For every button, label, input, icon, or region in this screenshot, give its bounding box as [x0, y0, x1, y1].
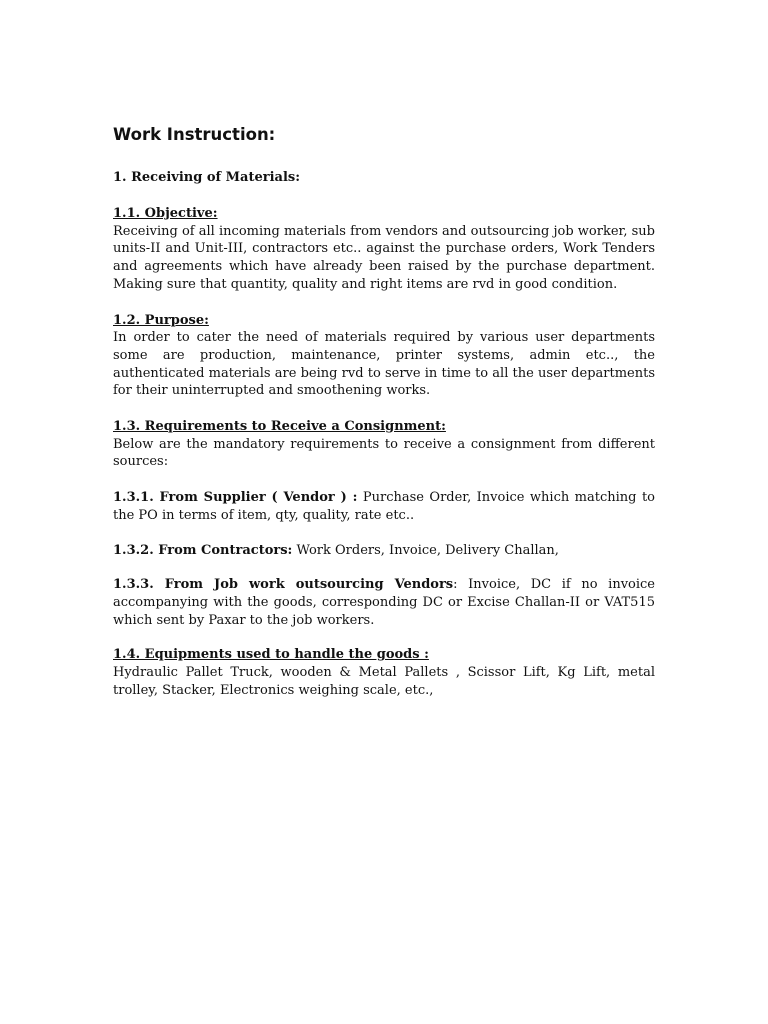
requirement-item-text: : Invoice, DC if no invoice accompanying with the goods, corresponding DC or Excise Challan-II or VAT515 which sent by Paxar to the job workers. [113, 577, 655, 628]
requirement-item-job-work [113, 576, 655, 629]
equipment-text: Hydraulic Pallet Truck, wooden & Metal Pallets , Scissor Lift, Kg Lift, metal trolley, Stacker, Electronics weighing scale, etc., [113, 665, 655, 698]
equipment-section [113, 646, 655, 699]
requirements-section [113, 418, 655, 471]
requirement-item-text: Purchase Order, Invoice which matching to the PO in terms of item, qty, quality, rate etc.. [113, 490, 655, 523]
requirement-item-label: 1.3.2. From Contractors: [113, 542, 293, 558]
requirements-text: Below are the mandatory requirements to receive a consignment from different sources: [113, 436, 655, 470]
requirements-heading: 1.3. Requirements to Receive a Consignment: [113, 419, 446, 435]
section-heading-receiving: 1. Receiving of Materials: [113, 170, 301, 185]
purpose-section [113, 312, 655, 401]
equipment-heading: 1.4. Equipments used to handle the goods : [113, 647, 429, 663]
objective-text: Receiving of all incoming materials from vendors and outsourcing job worker, sub units-II and Unit-III, contractors etc.. against the purchase orders, Work Tenders and agreements which have already been raised by the purchase department. Making sure that quantity, quality and right items are rvd in good condition. [113, 223, 655, 292]
requirement-item-text: Work Orders, Invoice, Delivery Challan, [292, 542, 559, 558]
objective-heading: 1.1. Objective: [113, 206, 218, 221]
document-title: Work Instruction: [113, 125, 276, 144]
requirement-item-contractors [113, 542, 655, 560]
objective-section [113, 205, 655, 294]
purpose-text: In order to cater the need of materials required by various user departments some are production, maintenance, printer systems, admin etc.., the authenticated materials are being rvd to serve in time to all the user departments for their uninterrupted and smoothening works. [113, 330, 655, 399]
purpose-heading: 1.2. Purpose: [113, 312, 209, 328]
document-page [113, 124, 655, 717]
requirement-item-label: 1.3.3. From Job work outsourcing Vendors [113, 577, 454, 593]
requirement-item-supplier [113, 489, 655, 524]
requirement-item-label: 1.3.1. From Supplier ( Vendor ) : [113, 490, 358, 506]
